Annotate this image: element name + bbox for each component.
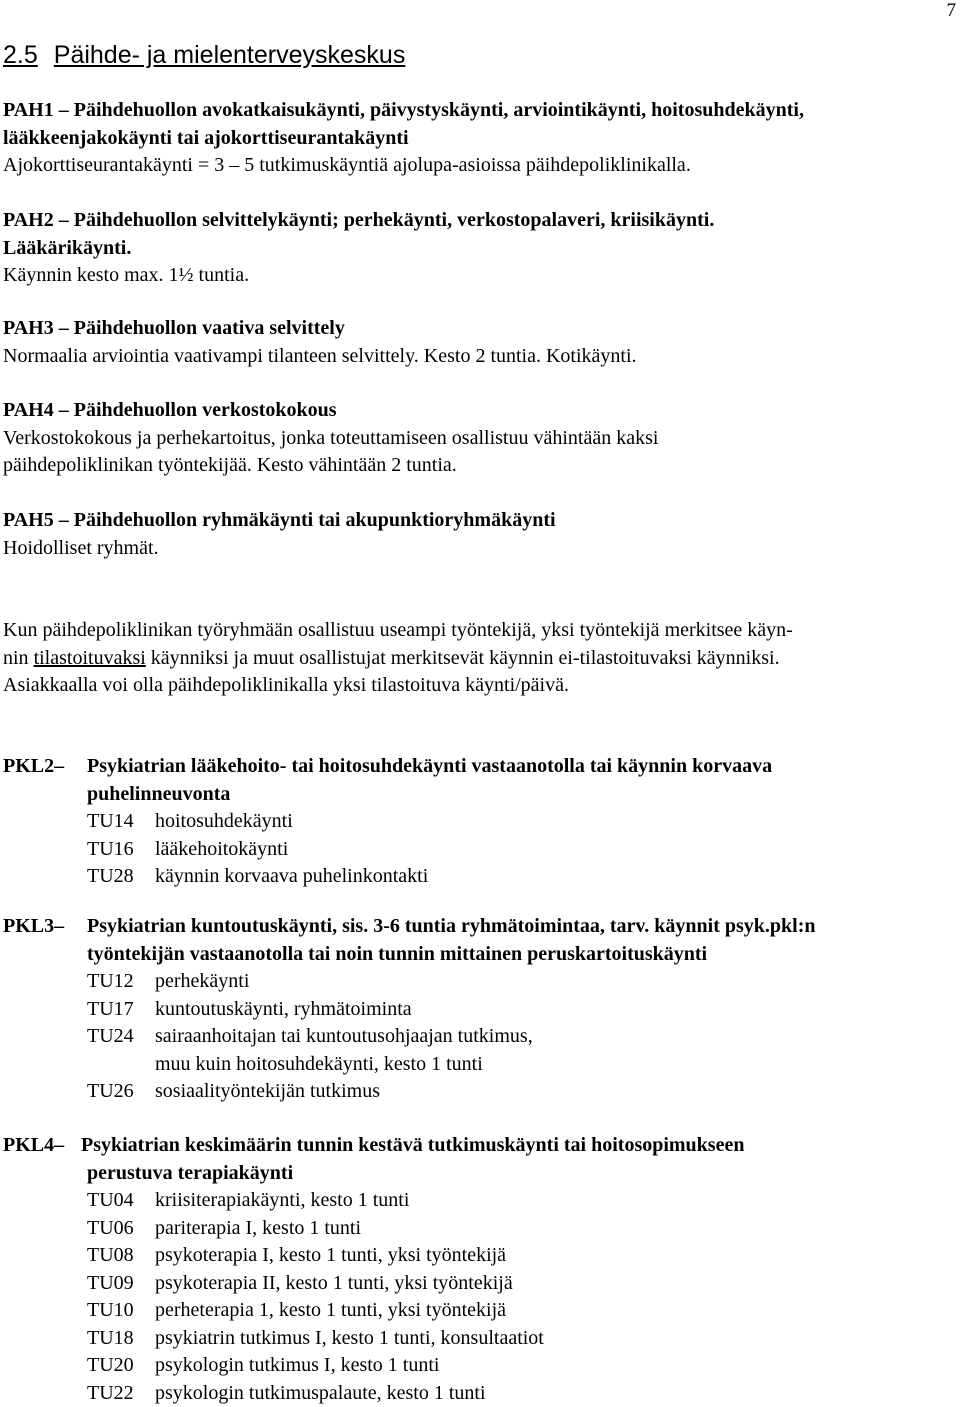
note-line <box>3 645 958 673</box>
code: TU04 <box>87 1187 155 1215</box>
code: TU22 <box>87 1380 155 1407</box>
code: TU10 <box>87 1297 155 1325</box>
code-row <box>87 836 958 864</box>
code: TU08 <box>87 1242 155 1270</box>
code-row <box>87 1078 958 1106</box>
pah-title: PAH5 – Päihdehuollon ryhmäkäynti tai akupunktioryhmäkäynti <box>3 507 958 535</box>
code-row <box>87 1023 958 1051</box>
code-desc: pariterapia I, kesto 1 tunti <box>155 1215 361 1243</box>
section-heading <box>3 41 405 70</box>
code-row <box>87 1242 958 1270</box>
pah-desc: päihdepoliklinikan työntekijää. Kesto vähintään 2 tuntia. <box>3 452 958 480</box>
pkl-heading <box>3 1132 958 1160</box>
pah-title: PAH4 – Päihdehuollon verkostokokous <box>3 397 958 425</box>
code: TU09 <box>87 1270 155 1298</box>
pah-title-cont: Lääkärikäynti. <box>3 235 958 263</box>
code-row <box>87 808 958 836</box>
code-row <box>87 863 958 891</box>
pkl-title-cont: puhelinneuvonta <box>3 781 958 809</box>
code-row <box>87 996 958 1024</box>
pkl-title: Psykiatrian lääkehoito- tai hoitosuhdekäynti vastaanotolla tai käynnin korvaava <box>87 753 772 781</box>
code-list <box>3 808 958 891</box>
code-list <box>3 1187 958 1407</box>
pkl-code: PKL3– <box>3 913 87 941</box>
code: TU06 <box>87 1215 155 1243</box>
code: TU14 <box>87 808 155 836</box>
code-desc: lääkehoitokäynti <box>155 836 288 864</box>
pkl-heading <box>3 913 958 941</box>
section-title: Päihde- ja mielenterveyskeskus <box>54 41 406 69</box>
code: TU17 <box>87 996 155 1024</box>
page-number: 7 <box>947 0 957 22</box>
code-row <box>87 1187 958 1215</box>
pah4-block <box>3 397 958 480</box>
code-desc: psykoterapia I, kesto 1 tunti, yksi työntekijä <box>155 1242 506 1270</box>
code-desc: sosiaalityöntekijän tutkimus <box>155 1078 380 1106</box>
note-paragraph <box>3 617 958 700</box>
pkl-code: PKL2– <box>3 753 87 781</box>
pkl-code: PKL4– <box>3 1132 81 1160</box>
code: TU20 <box>87 1352 155 1380</box>
code-desc: perhekäynti <box>155 968 249 996</box>
note-line: Asiakkaalla voi olla päihdepoliklinikalla yksi tilastoituva käynti/päivä. <box>3 672 958 700</box>
code: TU16 <box>87 836 155 864</box>
pkl-title-cont: työntekijän vastaanotolla tai noin tunnin mittainen peruskartoituskäynti <box>3 941 958 969</box>
code-desc: psykologin tutkimus I, kesto 1 tunti <box>155 1352 439 1380</box>
code-desc-cont: muu kuin hoitosuhdekäynti, kesto 1 tunti <box>87 1051 483 1079</box>
pkl3-block <box>3 913 958 1106</box>
pkl2-block <box>3 753 958 891</box>
pkl-title: Psykiatrian keskimäärin tunnin kestävä tutkimuskäynti tai hoitosopimukseen <box>81 1132 744 1160</box>
code-desc: psykoterapia II, kesto 1 tunti, yksi työntekijä <box>155 1270 513 1298</box>
code: TU18 <box>87 1325 155 1353</box>
pah1-block <box>3 97 958 180</box>
note-underlined: tilastoituvaksi <box>34 647 146 669</box>
note-text: käynniksi ja muut osallistujat merkitsevät käynnin ei-tilastoituvaksi käynniksi. <box>146 647 780 669</box>
code-desc: kriisiterapiakäynti, kesto 1 tunti <box>155 1187 409 1215</box>
code-row-cont <box>87 1051 958 1079</box>
note-line: Kun päihdepoliklinikan työryhmään osallistuu useampi työntekijä, yksi työntekijä merkitsee käyn- <box>3 617 958 645</box>
code-desc: kuntoutuskäynti, ryhmätoiminta <box>155 996 412 1024</box>
code-row <box>87 1380 958 1407</box>
code: TU26 <box>87 1078 155 1106</box>
code: TU24 <box>87 1023 155 1051</box>
pkl-title-cont: perustuva terapiakäynti <box>3 1160 958 1188</box>
code-row <box>87 1215 958 1243</box>
pah-desc: Normaalia arviointia vaativampi tilanteen selvittely. Kesto 2 tuntia. Kotikäynti. <box>3 343 958 371</box>
section-number: 2.5 <box>3 41 38 69</box>
note-text: nin <box>3 647 34 669</box>
pkl4-block <box>3 1132 958 1407</box>
pah3-block <box>3 315 958 370</box>
code-desc: psykologin tutkimuspalaute, kesto 1 tunti <box>155 1380 486 1407</box>
pah-title-cont: lääkkeenjakokäynti tai ajokorttiseurantakäynti <box>3 125 958 153</box>
code-row <box>87 968 958 996</box>
pah-desc: Verkostokokous ja perhekartoitus, jonka toteuttamiseen osallistuu vähintään kaksi <box>3 425 958 453</box>
pkl-heading <box>3 753 958 781</box>
code-desc: psykiatrin tutkimus I, kesto 1 tunti, konsultaatiot <box>155 1325 544 1353</box>
pah-desc: Käynnin kesto max. 1½ tuntia. <box>3 262 958 290</box>
code-desc: perheterapia 1, kesto 1 tunti, yksi työntekijä <box>155 1297 506 1325</box>
code-desc: sairaanhoitajan tai kuntoutusohjaajan tutkimus, <box>155 1023 533 1051</box>
code-desc: käynnin korvaava puhelinkontakti <box>155 863 428 891</box>
code-row <box>87 1352 958 1380</box>
code-row <box>87 1270 958 1298</box>
pah-title: PAH1 – Päihdehuollon avokatkaisukäynti, päivystyskäynti, arviointikäynti, hoitosuhdekäynti, <box>3 97 958 125</box>
code: TU28 <box>87 863 155 891</box>
code-desc: hoitosuhdekäynti <box>155 808 293 836</box>
pah-desc: Hoidolliset ryhmät. <box>3 535 958 563</box>
code-row <box>87 1297 958 1325</box>
pah-title: PAH2 – Päihdehuollon selvittelykäynti; perhekäynti, verkostopalaveri, kriisikäynti. <box>3 207 958 235</box>
pkl-title: Psykiatrian kuntoutuskäynti, sis. 3-6 tuntia ryhmätoimintaa, tarv. käynnit psyk.pkl:n <box>87 913 816 941</box>
pah5-block <box>3 507 958 562</box>
pah-desc: Ajokorttiseurantakäynti = 3 – 5 tutkimuskäyntiä ajolupa-asioissa päihdepoliklinikalla. <box>3 152 958 180</box>
code-list <box>3 968 958 1106</box>
pah-title: PAH3 – Päihdehuollon vaativa selvittely <box>3 315 958 343</box>
code-row <box>87 1325 958 1353</box>
pah2-block <box>3 207 958 290</box>
code: TU12 <box>87 968 155 996</box>
